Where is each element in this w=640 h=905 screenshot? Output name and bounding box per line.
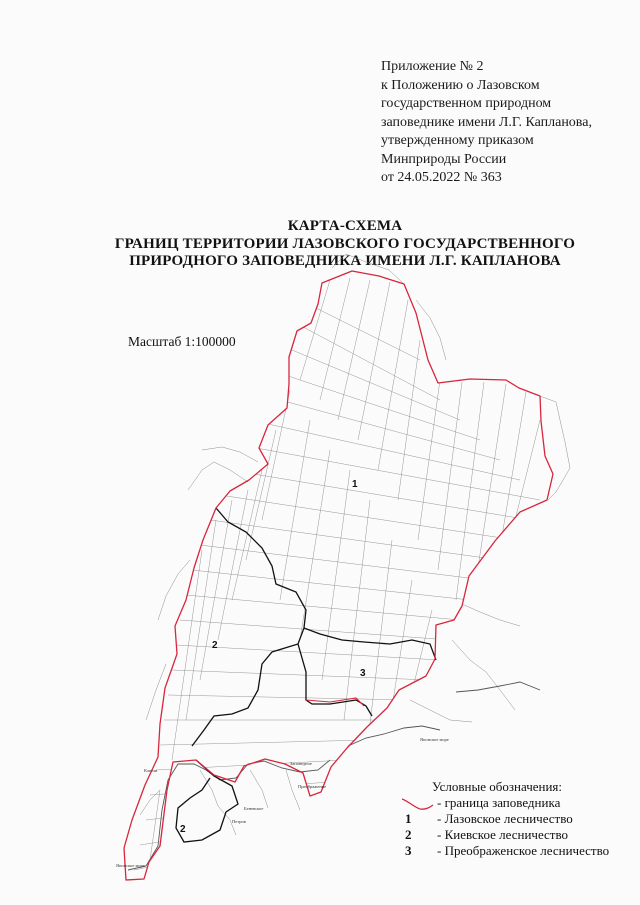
legend-key: 3 [405, 843, 412, 858]
terrain-lines [140, 254, 570, 835]
legend-text: - Киевское лесничество [437, 827, 569, 842]
district-label-preobrazhenskoe: 3 [360, 668, 366, 679]
legend-row [398, 843, 633, 859]
appendix-line: к Положению о Лазовском [381, 77, 540, 93]
legend-text: - Преображенское лесничество [437, 843, 610, 858]
map-title: ПРИРОДНОГО ЗАПОВЕДНИКА ИМЕНИ Л.Г. КАПЛАНОВА [129, 253, 561, 269]
place-label: Беневское [244, 806, 264, 811]
legend-row [398, 795, 633, 811]
reserve-boundary-segment [306, 698, 364, 706]
district-label-kievskoe-south: 2 [180, 824, 186, 835]
place-label: Заповедное [290, 761, 312, 766]
appendix-line: утвержденному приказом [381, 133, 534, 148]
legend-row [398, 811, 633, 827]
place-label: Петров [232, 819, 246, 824]
appendix-line: Приложение № 2 [381, 59, 484, 74]
place-label: Ключи [144, 768, 158, 773]
map-title: ГРАНИЦ ТЕРРИТОРИИ ЛАЗОВСКОГО ГОСУДАРСТВЕННОГО [114, 236, 576, 252]
appendix-line: государственном природном [381, 96, 552, 111]
place-label: Японское море [116, 863, 145, 868]
boundary-line-icon [400, 797, 434, 811]
legend-key: 1 [405, 811, 412, 826]
district-label-lazovskoe: 1 [352, 479, 358, 490]
appendix-line: заповеднике имени Л.Г. Капланова, [381, 114, 592, 130]
district-label-kievskoe: 2 [212, 640, 218, 651]
legend-text: - граница заповедника [437, 795, 561, 810]
map-scale: Масштаб 1:100000 [128, 334, 236, 349]
legend-text: - Лазовское лесничество [437, 811, 573, 826]
map-legend [398, 779, 633, 859]
place-label: Японское море [420, 737, 449, 742]
map-title: КАРТА-СХЕМА [287, 218, 403, 234]
appendix-line: Минприроды России [381, 151, 507, 167]
legend-row [398, 827, 633, 843]
legend-title: Условные обозначения: [432, 779, 563, 794]
legend-key: 2 [405, 827, 412, 842]
appendix-line: от 24.05.2022 № 363 [381, 170, 502, 185]
place-label: Преображение [298, 784, 327, 789]
